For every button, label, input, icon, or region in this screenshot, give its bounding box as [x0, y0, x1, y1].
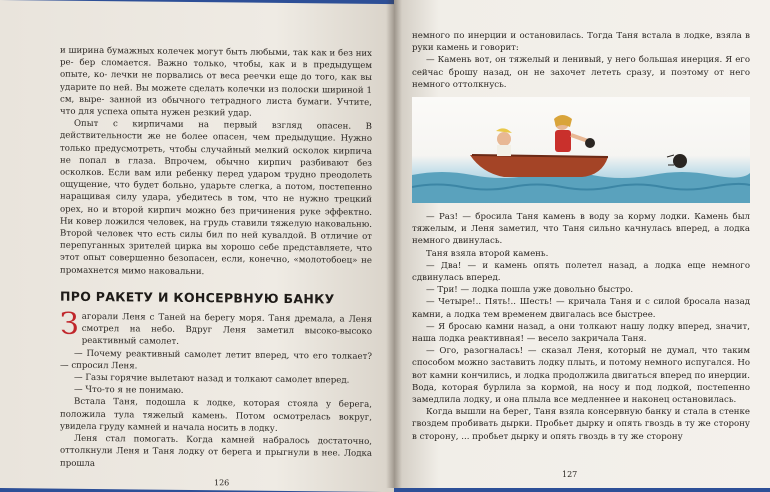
dialogue-line: — Что-то я не понимаю.: [74, 385, 184, 397]
chapter-heading: ПРО РАКЕТУ И КОНСЕРВНУЮ БАНКУ: [60, 288, 335, 307]
paragraph: Таня взяла второй камень.: [426, 248, 549, 259]
text-line: Вы можете сделать колечки из полоски шириной 1 см, выре-: [60, 83, 372, 105]
paragraph: немного по инерции и остановилась. Тогда Таня встала в лодке, взяла в руки камень и говорит:: [412, 31, 750, 54]
drop-cap: З: [60, 306, 79, 342]
paragraph: — Я бросаю камни назад, а они толкают нашу лодку вперед, значит, наша лодка реактивная! — весело закричала Таня.: [412, 321, 750, 345]
right-page: [394, 0, 770, 488]
stone-icon: [585, 138, 595, 148]
paragraph-text: агорали Леня с Таней на берегу моря. Таня дремала, а Леня смотрел на небо. Вдруг Леня заметил высоко-высоко реактивный самолет.: [81, 311, 372, 348]
paragraph: — Два! — и камень опять полетел назад, а лодка еще немного сдвинулась вперед.: [412, 260, 750, 284]
left-text-column: [60, 45, 372, 473]
paragraph: — Три! — лодка пошла уже довольно быстро.: [426, 285, 634, 296]
text-line: занной из обычного тетрадного листа бумаги. Учтите, что для успеха: [60, 94, 372, 118]
boat-scene-svg: [412, 97, 750, 203]
right-text-column: [412, 30, 750, 443]
text-line: бер сломается. Важно только, чтобы, как и в предыдущем опыте, ко-: [60, 58, 373, 81]
paragraph: — Раз! — бросила Таня камень в воду за корму лодки. Камень был тяжелым, и Леня заметил, что Таня сильно качнулась вперед, а лодка немного двинулась.: [412, 212, 750, 247]
paragraph: [60, 45, 372, 121]
boat-icon: [470, 155, 608, 177]
paragraph: Когда вышли на берег, Таня взяла консервную банку и стала в стенке гвоздем пробивать дырки. Пробьет дырку и опять гвоздь в ту же сторону в сторону, ... пробьет дырку и опять гвоздь в ту же сторону: [412, 407, 750, 442]
text-line: опыта нужен резкий удар.: [130, 107, 252, 119]
paragraph: Встала Таня, подошла к лодке, которая стояла у берега, положила тула тяжелый камень. Потом осмотрелась вокруг, увидела груду камней и начала носить в лодку.: [60, 397, 372, 434]
flying-stone-icon: [673, 154, 687, 168]
paragraph: — Ого, разогналась! — сказал Леня, который не думал, что таким способом можно заставить лодку плыть, и потому немного испугался. Но вот камни кончились, и лодка продолжила двигаться вперед по инерции. Вода, которая бурлила за кормой, на носу и под лодкой, постепенно замедлила лодку, и она плыла все медленнее и наконец остановилась.: [412, 346, 750, 406]
paragraph: Опыт с кирпичами на первый взгляд опасен. В действительности же не более опасен, чем предыдущие. Нужно только предусмотреть, чтобы случайный мелкий осколок кирпича не попал в глаза. Впрочем, обычно кирпич разбивают без осколков. Если вам или ребенку перед ударом трудно преодолеть ощущение, что будет больно, ударьте слегка, а потом, постепенно наращивая силу удара, убедитесь в том, что не нужно трецкий орех, но и второй кирпич можно без причинения руке эффектно. Ни ковер ложился человек, на грудь ставили тяжелую наковальню. Второй человек что есть силы бил по ней кувалдой. В отличие от перепуганных зрителей цирка вы хорошо себе представляете, что этот опыт совершенно безопасен, если, конечно, «молотобоец» не промахнется мимо наковальни.: [60, 118, 372, 277]
page-number: 127: [562, 470, 578, 479]
book-gutter-shadow: [386, 0, 402, 488]
paragraph-with-dropcap: [60, 306, 372, 351]
boy-figure: [497, 132, 511, 146]
boat-illustration: [412, 97, 750, 203]
paragraph: — Камень вот, он тяжелый и ленивый, у него большая инерция. Я его сейчас брошу назад, он не захочет лететь сразу, и поэтому от него немного оттолкнусь.: [412, 55, 750, 90]
dialogue-line: — Почему реактивный самолет летит вперед, что его толкает? — спросил Леня.: [60, 348, 372, 372]
paragraph: Леня стал помогать. Когда камней набралось достаточно, оттолкнули Леня и Таня лодку от берега и прыгнули в нее. Лодка прошла: [60, 433, 372, 469]
text-line: и ширина бумажных колечек могут быть любыми, так как и без них ре-: [60, 45, 372, 68]
page-number: 126: [214, 478, 230, 488]
dialogue-line: — Газы горячие вылетают назад и толкают самолет вперед.: [74, 372, 350, 386]
text-line: лечки не порвались от веса реечки еще до того, как вы ударите по ней.: [60, 70, 373, 93]
paragraph: — Четыре!.. Пять!.. Шесть! — кричала Таня и с силой бросала назад камни, а лодка тем временем двигалась все быстрее.: [412, 297, 750, 320]
